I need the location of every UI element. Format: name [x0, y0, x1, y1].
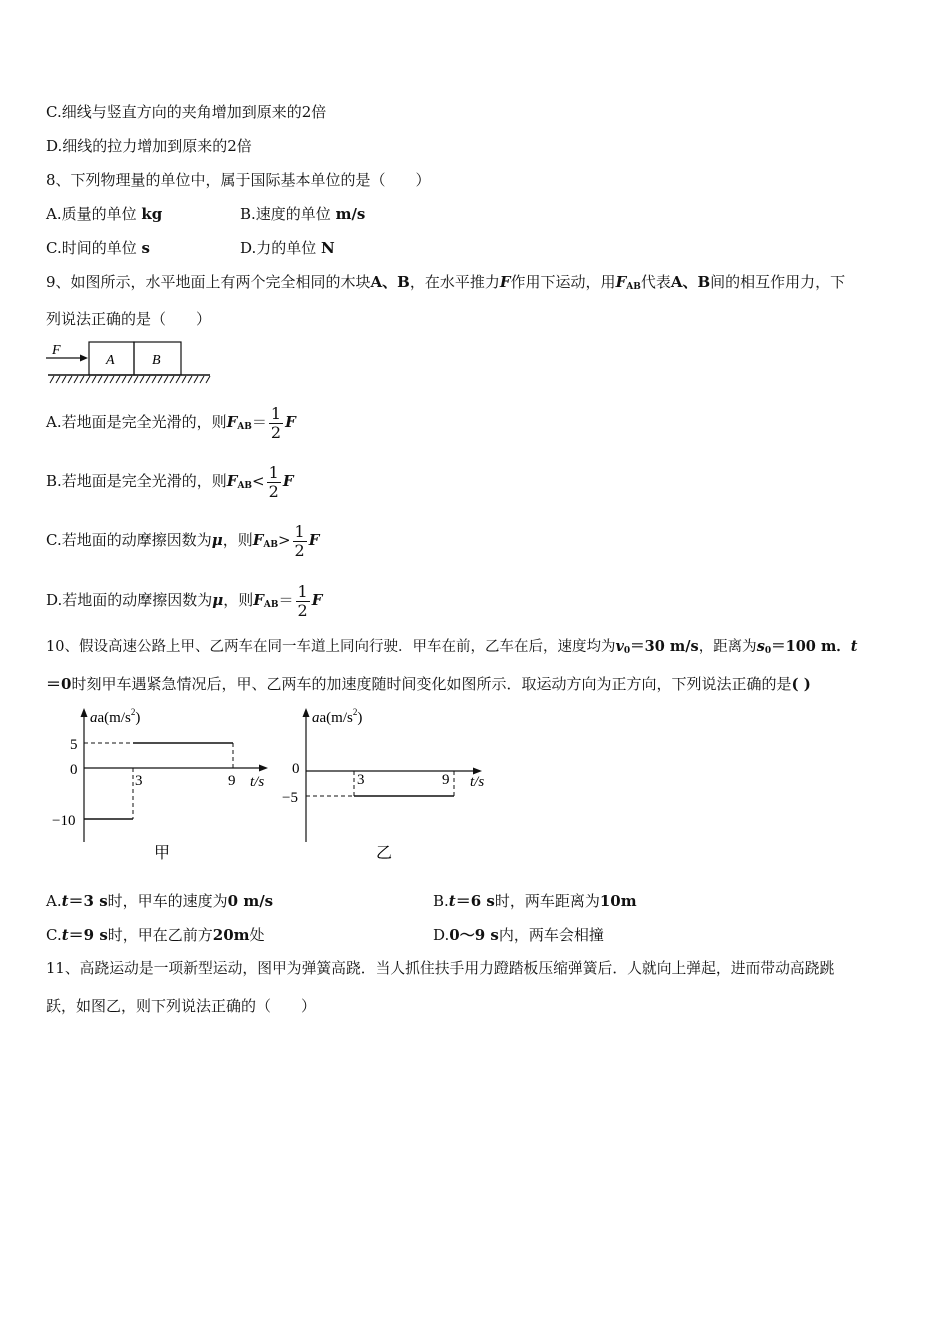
fraction-half: $\frac{1}{2}$: [294, 521, 305, 560]
jia-tick-0: 0: [70, 762, 78, 778]
jia-xlabel: t/s: [250, 774, 265, 790]
q8-option-d: D.力的单位 N: [240, 239, 335, 257]
q7-option-c: C.细线与竖直方向的夹角增加到原来的2倍: [46, 103, 327, 121]
q9-stem-line1: 9、如图所示，水平地面上有两个完全相同的木块A、B，在水平推力F作用下运动，用$F_{AB}$代表A、B间的相互作用力，下: [46, 273, 846, 292]
jia-tick-5: 5: [70, 737, 78, 753]
yi-caption: 乙: [376, 845, 393, 862]
q8-option-c: C.时间的单位 s: [46, 239, 150, 257]
force-arrowhead: [80, 355, 88, 362]
q9-blocks-figure: [44, 336, 216, 388]
q8-stem: 8、下列物理量的单位中，属于国际基本单位的是（ ）: [46, 171, 431, 189]
graph-yi: [278, 704, 508, 864]
yi-ylabel: $aa(m/s^2)$: [312, 707, 363, 726]
graph-jia: [46, 704, 276, 864]
q8-option-a: A.质量的单位 kg: [46, 205, 163, 223]
fraction-half: $\frac{1}{2}$: [270, 403, 282, 442]
yi-tick-3: 3: [357, 772, 365, 788]
q9-stem-line2: 列说法正确的是（ ）: [46, 310, 212, 328]
jia-caption: 甲: [154, 845, 171, 862]
q10-stem-line1: 10、假设高速公路上甲、乙两车在同一车道上同向行驶．甲车在前，乙车在后，速度均为$v_0=30$ m/s，距离为$s_0=100$ m．t: [46, 638, 858, 656]
fraction-half: $\frac{1}{2}$: [297, 581, 308, 620]
q8-option-b: B.速度的单位 m/s: [240, 205, 366, 223]
q9-option-d: D.若地面的动摩擦因数为μ，则$F_{AB}=$ $\frac{1}{2}$ F: [46, 581, 323, 620]
jia-ylabel: $aa(m/s^2)$: [90, 707, 141, 726]
fraction-half: $\frac{1}{2}$: [268, 462, 279, 501]
q10-option-a: A.t＝3 s时，甲车的速度为0 m/s: [46, 892, 274, 910]
q9-option-a: A.若地面是完全光滑的，则$F_{AB}=$ $\frac{1}{2}$ F: [46, 403, 296, 442]
q7-option-d: D.细线的拉力增加到原来的2倍: [46, 137, 252, 155]
jia-tick-9: 9: [228, 773, 236, 789]
q10-option-b: B.t＝6 s时，两车距离为10m: [433, 892, 637, 910]
q11-stem-line2: 跃，如图乙，则下列说法正确的（ ）: [46, 997, 317, 1015]
yi-tick-9: 9: [442, 772, 450, 788]
force-label: F: [52, 343, 61, 358]
q10-option-c: C.t＝9 s时，甲在乙前方20m处: [46, 926, 265, 944]
jia-tick-neg10: −10: [52, 813, 76, 829]
q10-option-d: D.0～9 s内，两车会相撞: [433, 926, 604, 944]
yi-tick-0: 0: [292, 761, 300, 777]
jia-tick-3: 3: [135, 773, 143, 789]
q9-option-b: B.若地面是完全光滑的，则$F_{AB}<$ $\frac{1}{2}$ F: [46, 462, 294, 501]
yi-xlabel: t/s: [470, 774, 485, 790]
yi-tick-neg5: −5: [282, 790, 298, 806]
q9-option-c: C.若地面的动摩擦因数为μ，则$F_{AB}>$ $\frac{1}{2}$ F: [46, 521, 320, 560]
block-b-label: B: [152, 353, 161, 368]
q10-stem-line2: ＝0时刻甲车遇紧急情况后，甲、乙两车的加速度随时间变化如图所示．取运动方向为正方向，下列说法正确的是( ): [46, 675, 811, 693]
block-a-label: A: [106, 353, 115, 368]
q11-stem-line1: 11、高跷运动是一项新型运动，图甲为弹簧高跷．当人抓住扶手用力蹬踏板压缩弹簧后．人就向上弹起，进而带动高跷跳: [46, 960, 835, 977]
